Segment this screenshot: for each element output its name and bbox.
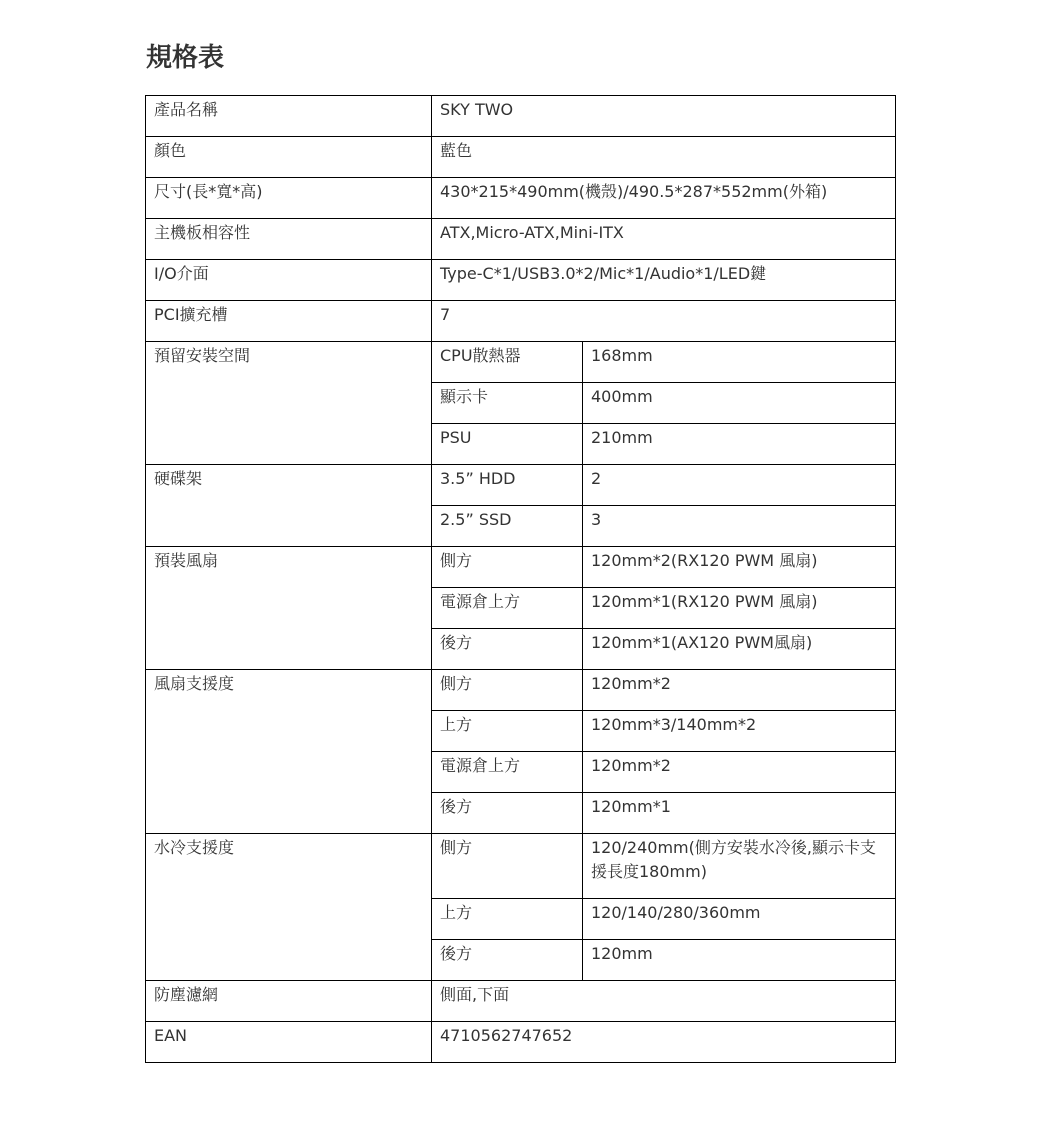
sub-value: 400mm — [583, 383, 896, 424]
spec-table — [145, 95, 896, 1063]
table-row — [146, 260, 896, 301]
row-label: 防塵濾網 — [146, 981, 432, 1022]
table-row — [146, 547, 896, 588]
sub-value: 120mm*2 — [583, 752, 896, 793]
row-label: I/O介面 — [146, 260, 432, 301]
sub-value: 2 — [583, 465, 896, 506]
row-value: ATX,Micro-ATX,Mini-ITX — [432, 219, 896, 260]
table-row — [146, 137, 896, 178]
sub-label: 電源倉上方 — [432, 588, 583, 629]
sub-value: 210mm — [583, 424, 896, 465]
row-label: 風扇支援度 — [146, 670, 432, 834]
row-label: 預裝風扇 — [146, 547, 432, 670]
sub-value: 3 — [583, 506, 896, 547]
row-value: SKY TWO — [432, 96, 896, 137]
sub-value: 120/140/280/360mm — [583, 899, 896, 940]
sub-label: 後方 — [432, 940, 583, 981]
sub-label: 3.5” HDD — [432, 465, 583, 506]
row-label: 產品名稱 — [146, 96, 432, 137]
row-value: 430*215*490mm(機殼)/490.5*287*552mm(外箱) — [432, 178, 896, 219]
table-row — [146, 981, 896, 1022]
row-label: EAN — [146, 1022, 432, 1063]
table-row — [146, 96, 896, 137]
table-row — [146, 465, 896, 506]
sub-label: PSU — [432, 424, 583, 465]
sub-label: 電源倉上方 — [432, 752, 583, 793]
sub-label: 2.5” SSD — [432, 506, 583, 547]
row-value: 側面,下面 — [432, 981, 896, 1022]
sub-label: 側方 — [432, 547, 583, 588]
sub-value: 120mm*1 — [583, 793, 896, 834]
row-label: 硬碟架 — [146, 465, 432, 547]
sub-label: 上方 — [432, 899, 583, 940]
table-row — [146, 219, 896, 260]
sub-value: 120mm*1(RX120 PWM 風扇) — [583, 588, 896, 629]
sub-label: 後方 — [432, 629, 583, 670]
table-row — [146, 178, 896, 219]
sub-value: 168mm — [583, 342, 896, 383]
sub-label: 側方 — [432, 670, 583, 711]
row-label: 主機板相容性 — [146, 219, 432, 260]
row-value: 藍色 — [432, 137, 896, 178]
sub-label: 側方 — [432, 834, 583, 899]
table-row — [146, 670, 896, 711]
sub-label: 上方 — [432, 711, 583, 752]
row-label: 水冷支援度 — [146, 834, 432, 981]
sub-value: 120mm*1(AX120 PWM風扇) — [583, 629, 896, 670]
sub-label: CPU散熱器 — [432, 342, 583, 383]
table-row — [146, 834, 896, 899]
table-row — [146, 301, 896, 342]
row-value: 7 — [432, 301, 896, 342]
row-label: 顏色 — [146, 137, 432, 178]
row-label: 預留安裝空間 — [146, 342, 432, 465]
row-label: PCI擴充槽 — [146, 301, 432, 342]
sub-value: 120mm*2 — [583, 670, 896, 711]
sub-label: 後方 — [432, 793, 583, 834]
page-title: 規格表 — [146, 43, 225, 73]
sub-value: 120/240mm(側方安裝水冷後,顯示卡支援長度180mm) — [583, 834, 896, 899]
row-label: 尺寸(長*寬*高) — [146, 178, 432, 219]
table-row — [146, 1022, 896, 1063]
sub-value: 120mm*2(RX120 PWM 風扇) — [583, 547, 896, 588]
row-value: 4710562747652 — [432, 1022, 896, 1063]
table-row — [146, 342, 896, 383]
sub-value: 120mm — [583, 940, 896, 981]
row-value: Type-C*1/USB3.0*2/Mic*1/Audio*1/LED鍵 — [432, 260, 896, 301]
sub-value: 120mm*3/140mm*2 — [583, 711, 896, 752]
sub-label: 顯示卡 — [432, 383, 583, 424]
